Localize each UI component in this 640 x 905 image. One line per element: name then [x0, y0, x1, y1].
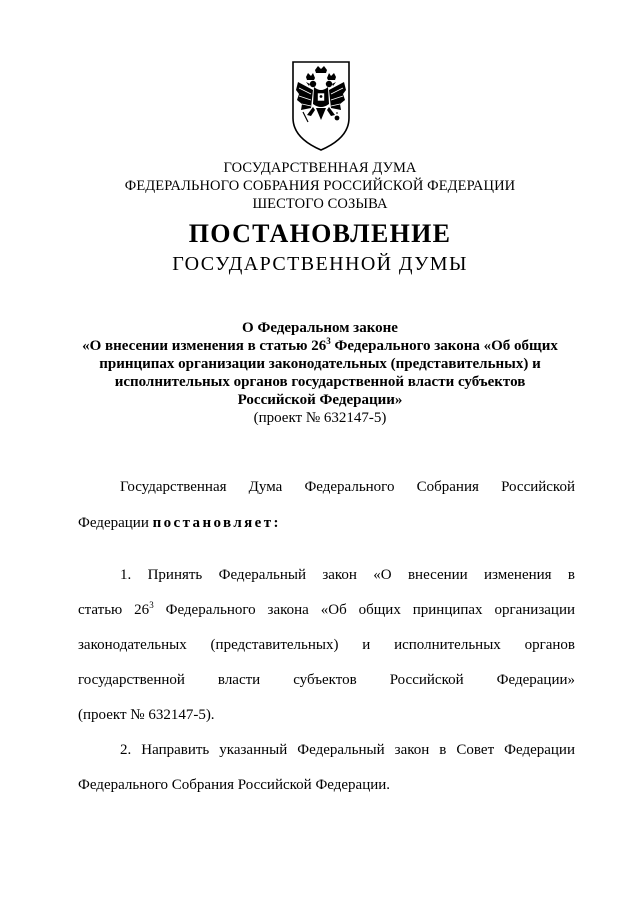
header-line-2: ФЕДЕРАЛЬНОГО СОБРАНИЯ РОССИЙСКОЙ ФЕДЕРАЦИИ	[124, 178, 516, 194]
item-1-line-4: государственной власти субъектов Российской Федерации»	[78, 672, 575, 688]
document-title: ПОСТАНОВЛЕНИЕ	[188, 219, 452, 248]
subject-line-5: Российской Федерации»	[237, 392, 403, 408]
item-1-line-1: 1. Принять Федеральный закон «О внесении изменения в	[120, 567, 575, 583]
subject-line-1: О Федеральном законе	[242, 320, 398, 336]
subject-line-2-pre: «О внесении изменения в статью 26	[82, 338, 327, 354]
subject-line-2-sup: 3	[326, 336, 331, 346]
preamble-line-1: Государственная Дума Федерального Собрания Российской	[120, 479, 575, 495]
item-1-line-5: (проект № 632147-5).	[78, 707, 215, 723]
subject-block	[0, 319, 640, 427]
preamble-paragraph	[78, 478, 575, 532]
item-1-line-2-sup: 3	[149, 600, 154, 610]
preamble-line-2-pre: Федерации	[78, 515, 153, 531]
item-1-line-2-post: Федерального закона «Об общих принципах организации	[153, 602, 575, 618]
header-line-3: ШЕСТОГО СОЗЫВА	[252, 196, 388, 212]
item-1-paragraph	[78, 566, 575, 724]
item-2-line-2: Федерального Собрания Российской Федерации.	[78, 777, 391, 793]
subject-project-number: (проект № 632147-5)	[253, 410, 387, 426]
item-2-line-1: 2. Направить указанный Федеральный закон в Совет Федерации	[120, 742, 575, 758]
subject-line-4: исполнительных органов государственной власти субъектов	[114, 374, 526, 390]
coat-of-arms-icon	[289, 60, 353, 152]
subject-line-3: принципах организации законодательных (представительных) и	[99, 356, 541, 372]
subject-line-2-post: Федерального закона «Об общих	[330, 338, 558, 354]
preamble-line-2	[78, 514, 575, 532]
issuing-body-header	[0, 159, 640, 213]
header-line-1: ГОСУДАРСТВЕННАЯ ДУМА	[223, 160, 417, 176]
document-subtitle: ГОСУДАРСТВЕННОЙ ДУМЫ	[172, 253, 468, 275]
resolves-word: постановляет:	[152, 515, 281, 531]
item-1-line-2	[78, 601, 575, 619]
item-1-line-3: законодательных (представительных) и исполнительных органов	[78, 637, 575, 653]
item-2-paragraph	[78, 741, 575, 794]
subject-line-2	[0, 337, 640, 355]
item-1-line-2-pre: статью 26	[78, 602, 150, 618]
